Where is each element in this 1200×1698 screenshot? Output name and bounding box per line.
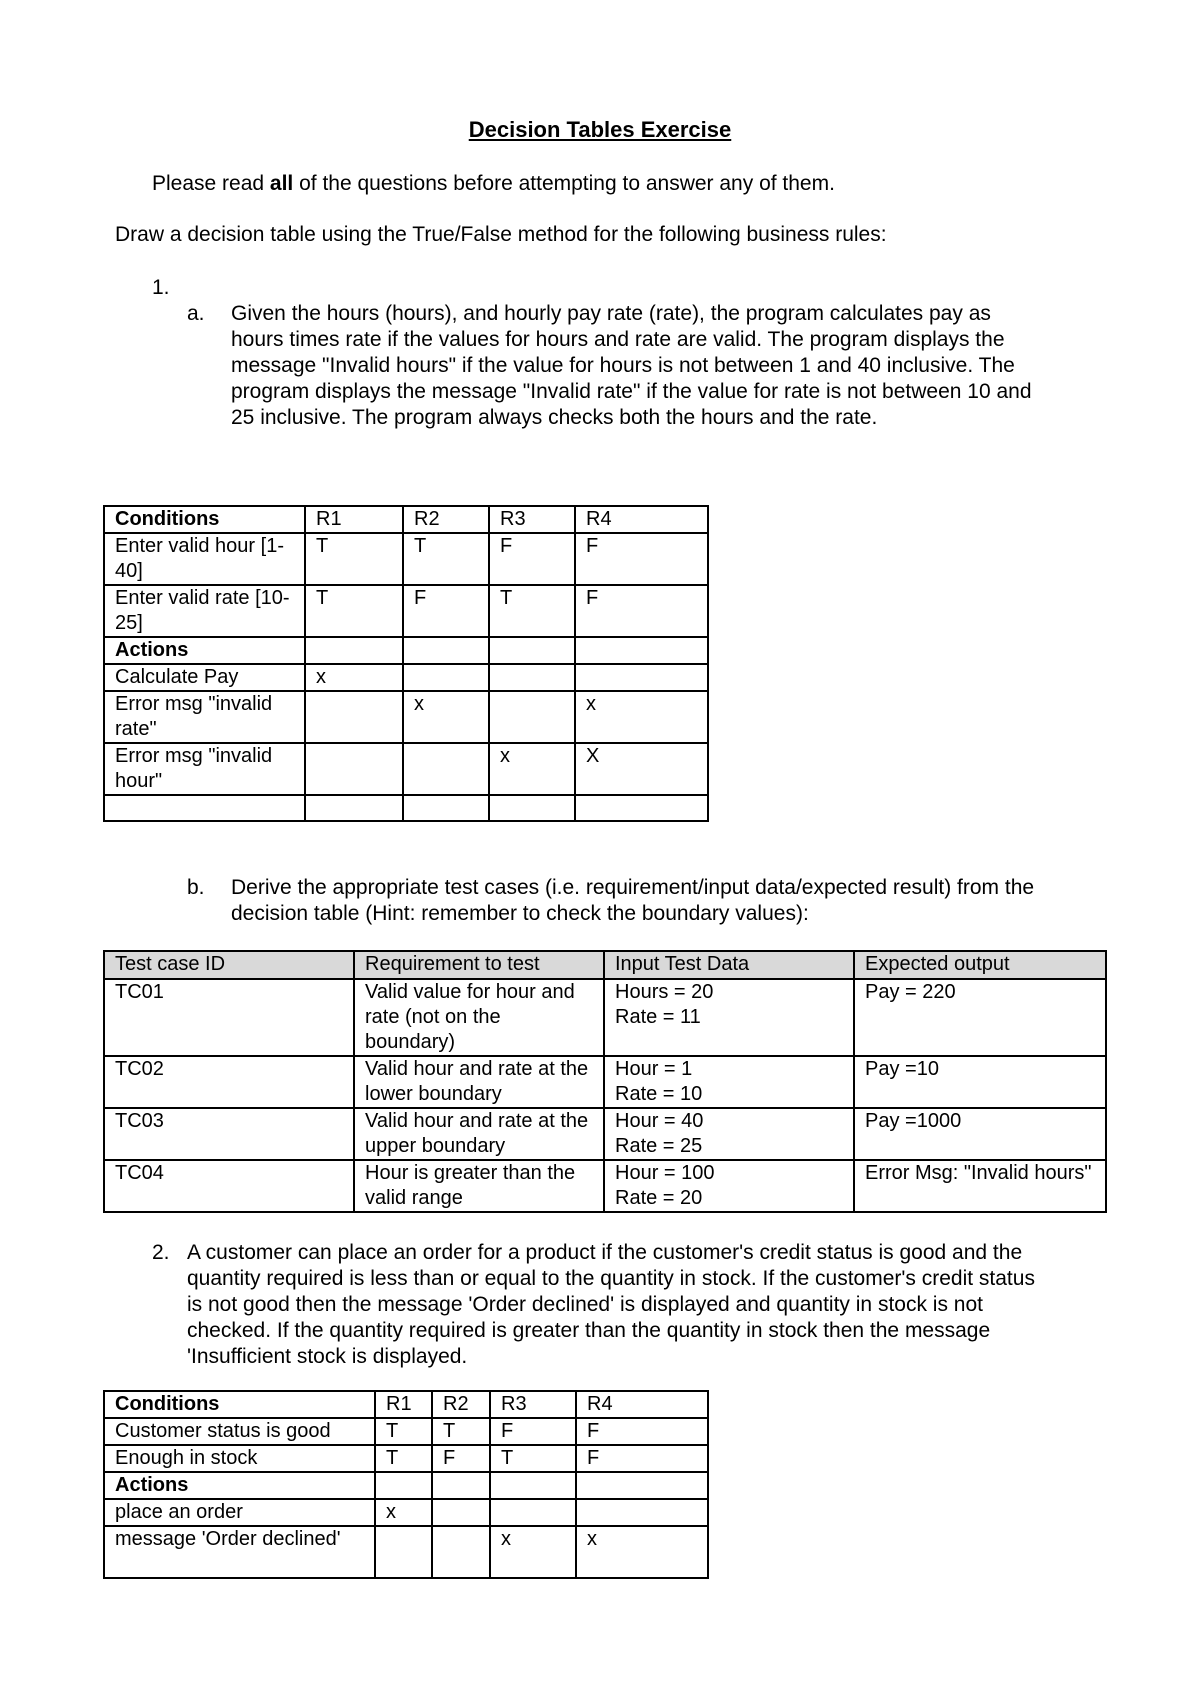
question-1a-marker: a. — [187, 302, 205, 325]
rule-cell — [403, 664, 489, 691]
rule-cell: T — [490, 1445, 576, 1472]
header-input-data: Input Test Data — [604, 951, 854, 979]
rule-cell — [575, 664, 708, 691]
decision-table-header-row — [104, 506, 708, 533]
test-case-input: Hour = 100 Rate = 20 — [604, 1160, 854, 1212]
condition-label: Customer status is good — [104, 1418, 375, 1445]
intro-emphasis: all — [269, 172, 294, 195]
actions-label: Actions — [104, 1472, 375, 1499]
test-case-table — [103, 950, 1107, 1213]
intro-text-start: Please read — [152, 172, 270, 195]
rule-cell — [375, 1472, 432, 1499]
rule-cell: F — [403, 585, 489, 637]
rule-cell: T — [432, 1418, 490, 1445]
rule-cell — [490, 1472, 576, 1499]
rule-cell — [403, 743, 489, 795]
test-case-requirement: Valid hour and rate at the upper boundary — [354, 1108, 604, 1160]
rule-cell: x — [576, 1526, 708, 1578]
header-conditions: Conditions — [104, 1391, 375, 1418]
question-2-line: A customer can place an order for a product if the customer's credit status is good and the — [187, 1241, 1023, 1264]
actions-label: Actions — [104, 637, 305, 664]
header-conditions: Conditions — [104, 506, 305, 533]
header-rule: R3 — [489, 506, 575, 533]
rule-cell — [489, 691, 575, 743]
rule-cell — [489, 637, 575, 664]
header-test-case-id: Test case ID — [104, 951, 354, 979]
test-case-input: Hours = 20 Rate = 11 — [604, 979, 854, 1056]
question-1a-text — [231, 301, 1032, 431]
question-2-line: 'Insufficient stock is displayed. — [187, 1345, 468, 1368]
rule-cell: F — [490, 1418, 576, 1445]
rule-cell: T — [305, 585, 403, 637]
question-1-number: 1. — [152, 276, 170, 299]
rule-cell: T — [305, 533, 403, 585]
rule-cell: X — [575, 743, 708, 795]
rule-cell — [305, 637, 403, 664]
rule-cell: F — [489, 533, 575, 585]
question-2-text — [187, 1240, 1035, 1370]
test-case-header-row — [104, 951, 1106, 979]
rule-cell: T — [375, 1418, 432, 1445]
action-row — [104, 1526, 708, 1578]
test-case-expected: Error Msg: "Invalid hours" — [854, 1160, 1106, 1212]
rule-cell — [489, 664, 575, 691]
question-1a-line: program displays the message "Invalid rate" if the value for rate is not between 10 and — [231, 380, 1032, 403]
question-1a-line: 25 inclusive. The program always checks both the hours and the rate. — [231, 406, 878, 429]
empty-cell — [403, 795, 489, 821]
rule-cell — [403, 637, 489, 664]
rule-cell — [432, 1472, 490, 1499]
empty-cell — [305, 795, 403, 821]
test-case-row — [104, 1056, 1106, 1108]
action-row — [104, 743, 708, 795]
header-requirement: Requirement to test — [354, 951, 604, 979]
empty-cell — [104, 795, 305, 821]
test-case-requirement: Hour is greater than the valid range — [354, 1160, 604, 1212]
test-case-requirement: Valid value for hour and rate (not on the boundary) — [354, 979, 604, 1056]
test-case-id: TC01 — [104, 979, 354, 1056]
rule-cell: T — [375, 1445, 432, 1472]
question-1b-text — [231, 875, 1034, 927]
test-case-id: TC03 — [104, 1108, 354, 1160]
condition-label: Enter valid hour [1-40] — [104, 533, 305, 585]
question-1a-line: Given the hours (hours), and hourly pay rate (rate), the program calculates pay as — [231, 302, 991, 325]
header-rule: R2 — [432, 1391, 490, 1418]
rule-cell: F — [575, 533, 708, 585]
test-case-row — [104, 1160, 1106, 1212]
question-2-line: quantity required is less than or equal to the quantity in stock. If the customer's credit status — [187, 1267, 1035, 1290]
test-case-expected: Pay = 220 — [854, 979, 1106, 1056]
rule-cell: F — [576, 1445, 708, 1472]
rule-cell: T — [489, 585, 575, 637]
test-case-expected: Pay =1000 — [854, 1108, 1106, 1160]
rule-cell: x — [375, 1499, 432, 1526]
test-case-row — [104, 1108, 1106, 1160]
empty-cell — [489, 795, 575, 821]
condition-row — [104, 1418, 708, 1445]
question-1a-line: message "Invalid hours" if the value for hours is not between 1 and 40 inclusive. The — [231, 354, 1015, 377]
header-rule: R1 — [305, 506, 403, 533]
rule-cell — [490, 1499, 576, 1526]
rule-cell: F — [575, 585, 708, 637]
question-2-number: 2. — [152, 1241, 170, 1264]
condition-label: Enter valid rate [10-25] — [104, 585, 305, 637]
rule-cell: x — [305, 664, 403, 691]
action-label: place an order — [104, 1499, 375, 1526]
rule-cell: F — [576, 1418, 708, 1445]
rule-cell — [576, 1472, 708, 1499]
rule-cell: x — [403, 691, 489, 743]
rule-cell — [432, 1499, 490, 1526]
action-label: message 'Order declined' — [104, 1526, 375, 1578]
action-row — [104, 691, 708, 743]
actions-header-row — [104, 1472, 708, 1499]
rule-cell — [575, 637, 708, 664]
header-rule: R2 — [403, 506, 489, 533]
rule-cell — [576, 1499, 708, 1526]
question-1b-line: Derive the appropriate test cases (i.e. requirement/input data/expected result) from the — [231, 876, 1035, 899]
action-label: Error msg "invalid rate" — [104, 691, 305, 743]
test-case-expected: Pay =10 — [854, 1056, 1106, 1108]
rule-cell: F — [432, 1445, 490, 1472]
question-2-line: is not good then the message 'Order declined' is displayed and quantity in stock is not — [187, 1293, 983, 1316]
condition-label: Enough in stock — [104, 1445, 375, 1472]
test-case-id: TC02 — [104, 1056, 354, 1108]
rule-cell: x — [490, 1526, 576, 1578]
test-case-input: Hour = 1 Rate = 10 — [604, 1056, 854, 1108]
test-case-id: TC04 — [104, 1160, 354, 1212]
instruction-text: Draw a decision table using the True/False method for the following business rules: — [115, 223, 887, 246]
rule-cell: x — [489, 743, 575, 795]
question-1b-marker: b. — [187, 876, 205, 899]
decision-table-header-row — [104, 1391, 708, 1418]
test-case-input: Hour = 40 Rate = 25 — [604, 1108, 854, 1160]
header-rule: R3 — [490, 1391, 576, 1418]
empty-row — [104, 795, 708, 821]
test-case-row — [104, 979, 1106, 1056]
rule-cell — [305, 743, 403, 795]
condition-row — [104, 585, 708, 637]
condition-row — [104, 1445, 708, 1472]
intro-paragraph — [152, 171, 835, 197]
header-expected-output: Expected output — [854, 951, 1106, 979]
question-1b-line: decision table (Hint: remember to check the boundary values): — [231, 902, 809, 925]
empty-cell — [575, 795, 708, 821]
condition-row — [104, 533, 708, 585]
action-row — [104, 664, 708, 691]
decision-table-order — [103, 1390, 709, 1579]
action-label: Calculate Pay — [104, 664, 305, 691]
rule-cell — [432, 1526, 490, 1578]
decision-table-pay — [103, 505, 709, 822]
header-rule: R4 — [575, 506, 708, 533]
question-1a-line: hours times rate if the values for hours and rate are valid. The program displays the — [231, 328, 1005, 351]
action-row — [104, 1499, 708, 1526]
rule-cell: x — [575, 691, 708, 743]
action-label: Error msg "invalid hour" — [104, 743, 305, 795]
intro-text-end: of the questions before attempting to answer any of them. — [293, 172, 835, 195]
page-title: Decision Tables Exercise — [468, 117, 732, 142]
question-2-line: checked. If the quantity required is greater than the quantity in stock then the message — [187, 1319, 991, 1342]
header-rule: R4 — [576, 1391, 708, 1418]
rule-cell — [305, 691, 403, 743]
rule-cell: T — [403, 533, 489, 585]
rule-cell — [375, 1526, 432, 1578]
header-rule: R1 — [375, 1391, 432, 1418]
test-case-requirement: Valid hour and rate at the lower boundary — [354, 1056, 604, 1108]
actions-header-row — [104, 637, 708, 664]
